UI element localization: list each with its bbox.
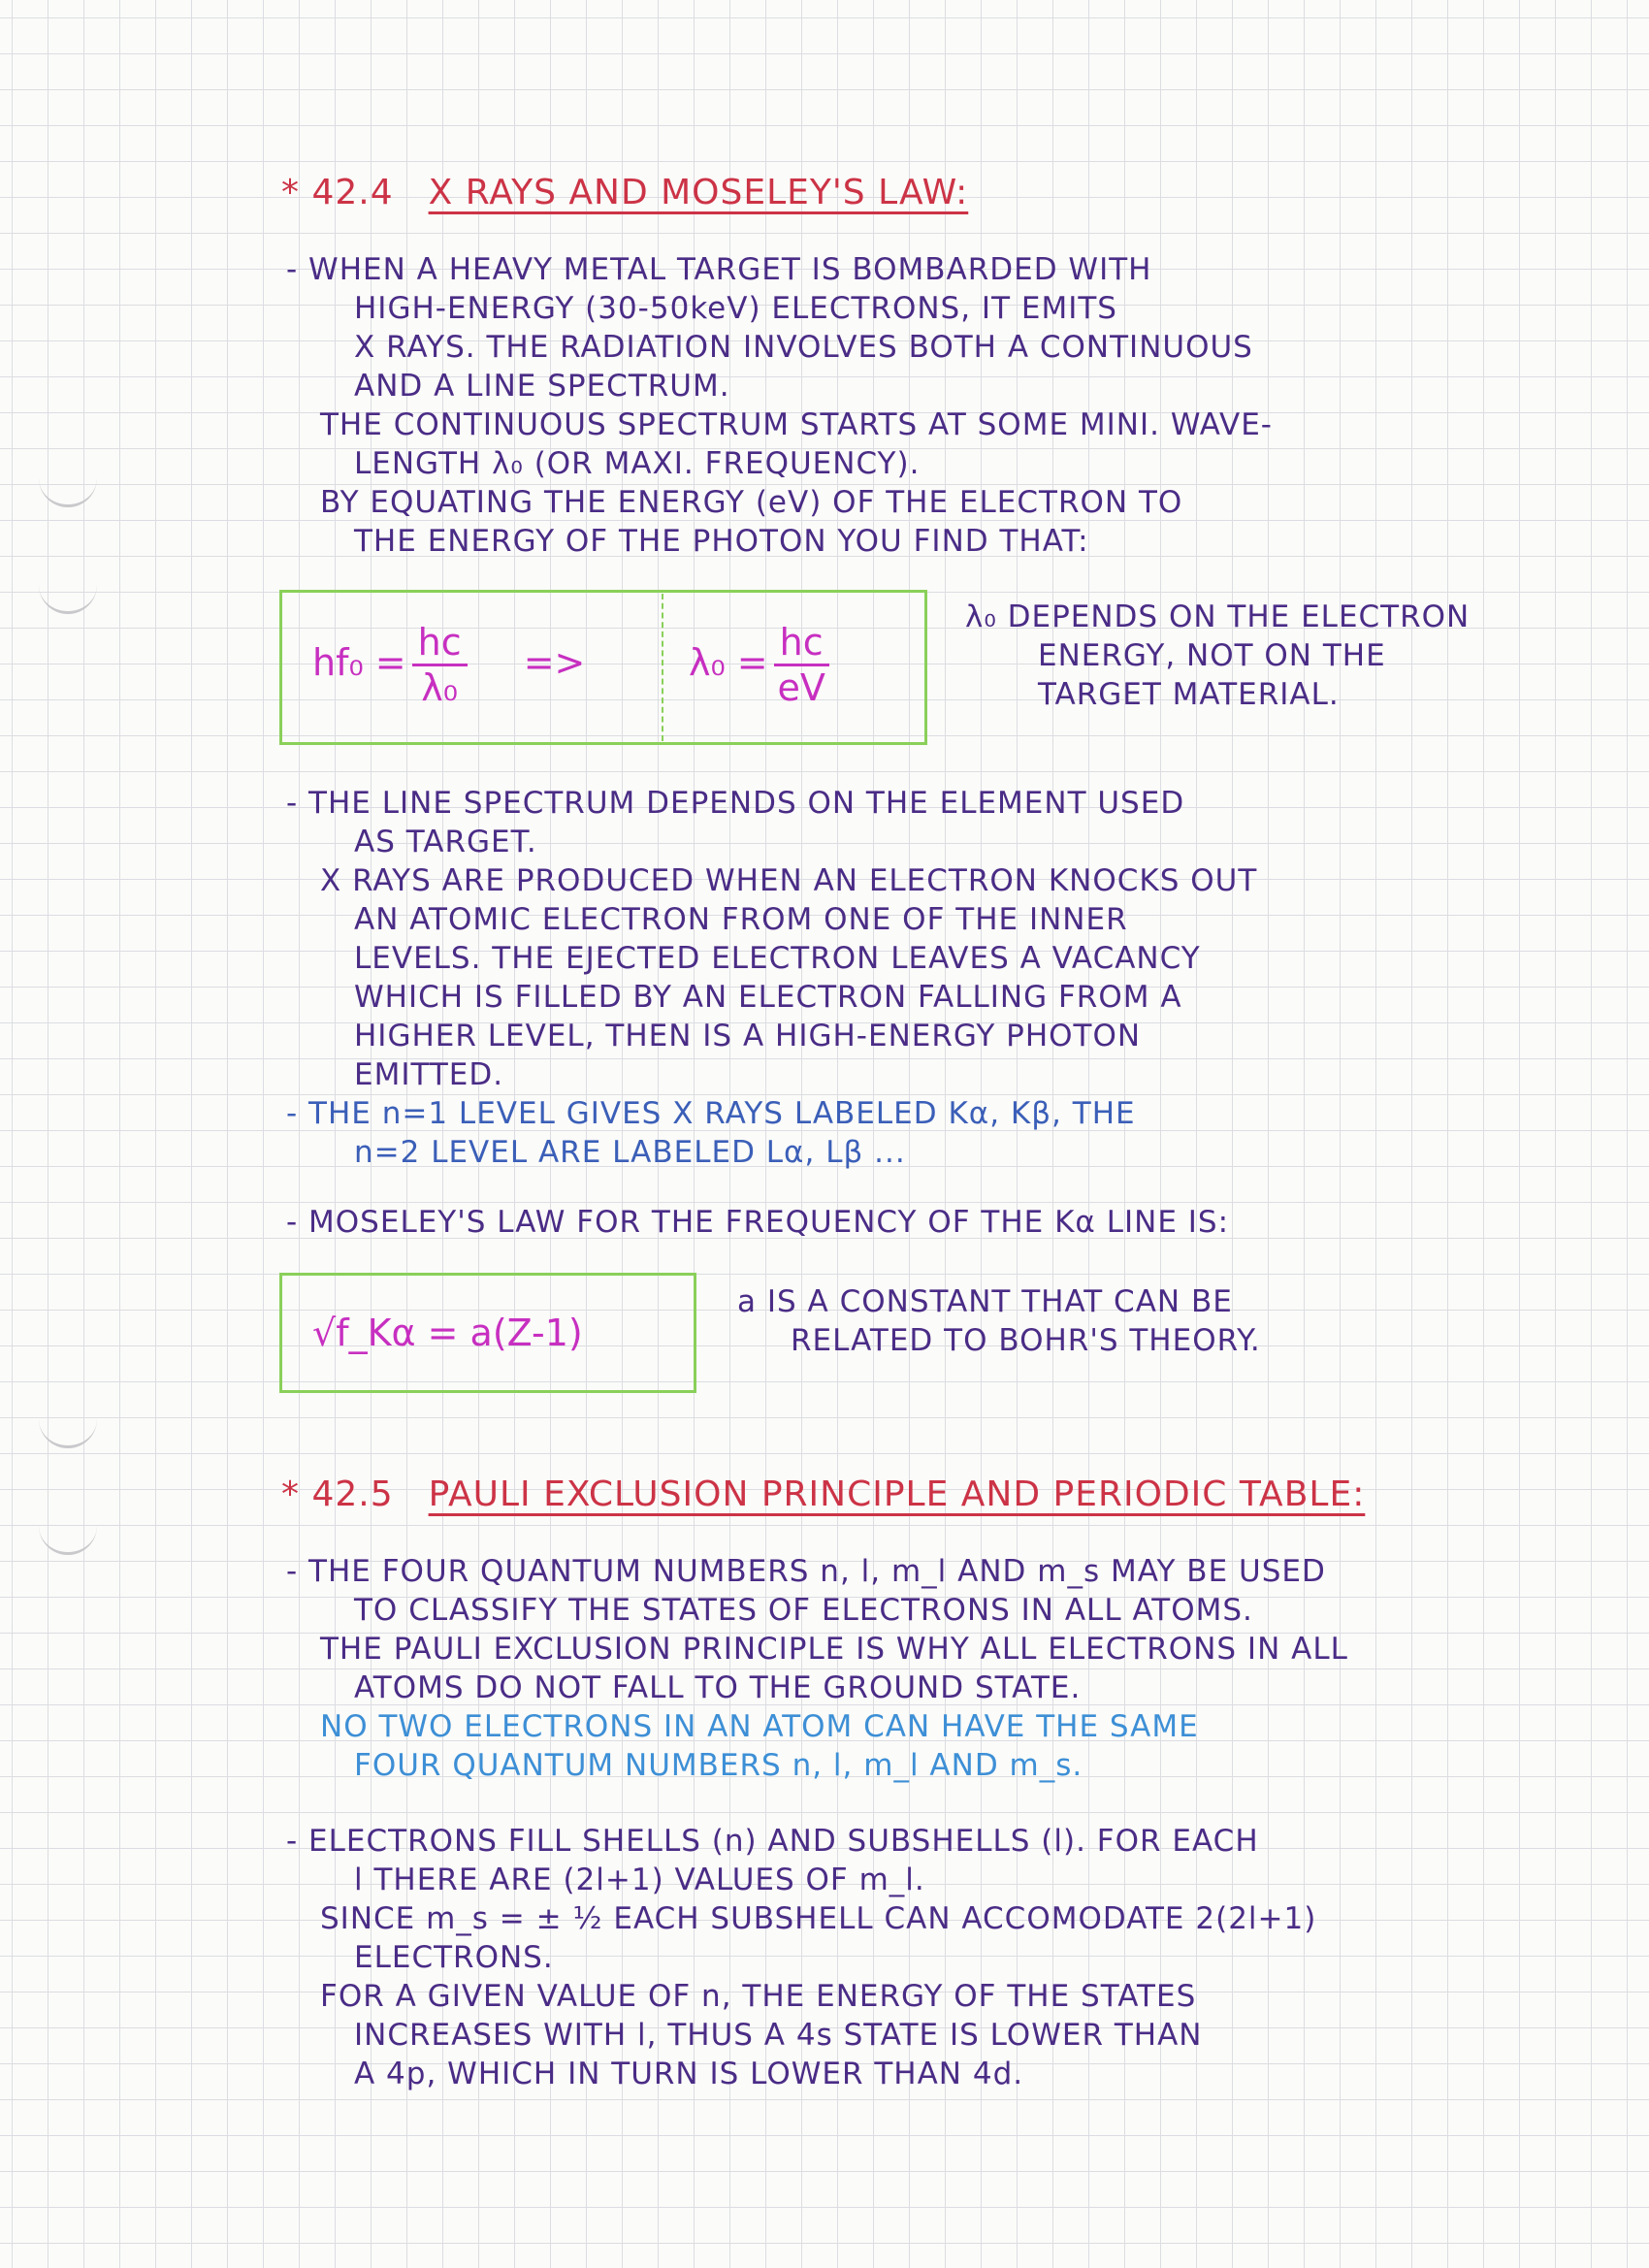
- text-line: NO TWO ELECTRONS IN AN ATOM CAN HAVE THE SAME: [320, 1709, 1199, 1744]
- formula-photon-energy: hf₀ = $\frac{hc}{\text{λ₀}}$ =>: [312, 621, 586, 709]
- text-line: EMITTED.: [354, 1057, 504, 1092]
- text-line: WHICH IS FILLED BY AN ELECTRON FALLING FROM A: [354, 980, 1182, 1015]
- text-line: TO CLASSIFY THE STATES OF ELECTRONS IN ALL ATOMS.: [354, 1593, 1253, 1628]
- text-line: FOR A GIVEN VALUE OF n, THE ENERGY OF THE STATES: [320, 1979, 1197, 2014]
- text-line: LEVELS. THE EJECTED ELECTRON LEAVES A VACANCY: [354, 941, 1201, 976]
- text-line: l THERE ARE (2l+1) VALUES OF m_l.: [354, 1863, 925, 1897]
- text-line: - THE FOUR QUANTUM NUMBERS n, l, m_l AND m_s MAY BE USED: [286, 1554, 1326, 1589]
- section-title: PAULI EXCLUSION PRINCIPLE AND PERIODIC TABLE:: [428, 1474, 1366, 1514]
- binder-hole: [39, 1416, 97, 1448]
- binder-hole: [39, 1523, 97, 1555]
- binder-hole: [39, 582, 97, 614]
- formula-cutoff-wavelength: λ₀ = $\frac{hc}{eV}$: [689, 621, 835, 709]
- text-line: X RAYS ARE PRODUCED WHEN AN ELECTRON KNOCKS OUT: [320, 863, 1258, 898]
- section-heading-42-4: [281, 173, 968, 212]
- note-line: TARGET MATERIAL.: [1038, 677, 1340, 712]
- section-title: X RAYS AND MOSELEY'S LAW:: [428, 173, 969, 212]
- text-line: THE CONTINUOUS SPECTRUM STARTS AT SOME MINI. WAVE-: [320, 407, 1273, 442]
- text-line: AND A LINE SPECTRUM.: [354, 369, 730, 404]
- text-line: A 4p, WHICH IN TURN IS LOWER THAN 4d.: [354, 2057, 1024, 2091]
- text-line: HIGHER LEVEL, THEN IS A HIGH-ENERGY PHOTON: [354, 1019, 1142, 1053]
- text-line: - MOSELEY'S LAW FOR THE FREQUENCY OF THE Kα LINE IS:: [286, 1205, 1230, 1240]
- implies-arrow: =>: [523, 641, 586, 684]
- text-line: n=2 LEVEL ARE LABELED Lα, Lβ ...: [354, 1135, 906, 1170]
- note-line: ENERGY, NOT ON THE: [1038, 638, 1386, 673]
- formula-moseley-law: √f_Kα = a(Z-1): [312, 1312, 583, 1354]
- text-line: FOUR QUANTUM NUMBERS n, l, m_l AND m_s.: [354, 1748, 1083, 1783]
- text-line: AN ATOMIC ELECTRON FROM ONE OF THE INNER: [354, 902, 1128, 937]
- text-line: - ELECTRONS FILL SHELLS (n) AND SUBSHELLS (l). FOR EACH: [286, 1824, 1259, 1859]
- note-line: a IS A CONSTANT THAT CAN BE: [737, 1284, 1233, 1319]
- text-line: LENGTH λ₀ (OR MAXI. FREQUENCY).: [354, 446, 921, 481]
- note-line: λ₀ DEPENDS ON THE ELECTRON: [965, 599, 1471, 634]
- text-line: - THE LINE SPECTRUM DEPENDS ON THE ELEMENT USED: [286, 786, 1185, 821]
- text-line: HIGH-ENERGY (30-50keV) ELECTRONS, IT EMITS: [354, 291, 1117, 326]
- text-line: THE ENERGY OF THE PHOTON YOU FIND THAT:: [354, 524, 1089, 559]
- binder-hole: [39, 475, 97, 507]
- text-line: AS TARGET.: [354, 825, 537, 859]
- text-line: BY EQUATING THE ENERGY (eV) OF THE ELECTRON TO: [320, 485, 1183, 520]
- section-number: * 42.4: [281, 173, 394, 212]
- text-line: THE PAULI EXCLUSION PRINCIPLE IS WHY ALL ELECTRONS IN ALL: [320, 1632, 1348, 1667]
- text-line: ELECTRONS.: [354, 1940, 554, 1975]
- text-line: ATOMS DO NOT FALL TO THE GROUND STATE.: [354, 1670, 1082, 1705]
- text-line: INCREASES WITH l, THUS A 4s STATE IS LOWER THAN: [354, 2018, 1203, 2053]
- section-heading-42-5: [281, 1474, 1365, 1514]
- text-line: X RAYS. THE RADIATION INVOLVES BOTH A CONTINUOUS: [354, 330, 1253, 365]
- section-number: * 42.5: [281, 1474, 394, 1514]
- text-line: - WHEN A HEAVY METAL TARGET IS BOMBARDED WITH: [286, 252, 1152, 287]
- note-line: RELATED TO BOHR'S THEORY.: [791, 1323, 1261, 1358]
- text-line: SINCE m_s = ± ½ EACH SUBSHELL CAN ACCOMODATE 2(2l+1): [320, 1901, 1317, 1936]
- box-divider: [662, 594, 663, 741]
- text-line: - THE n=1 LEVEL GIVES X RAYS LABELED Kα, Kβ, THE: [286, 1096, 1136, 1131]
